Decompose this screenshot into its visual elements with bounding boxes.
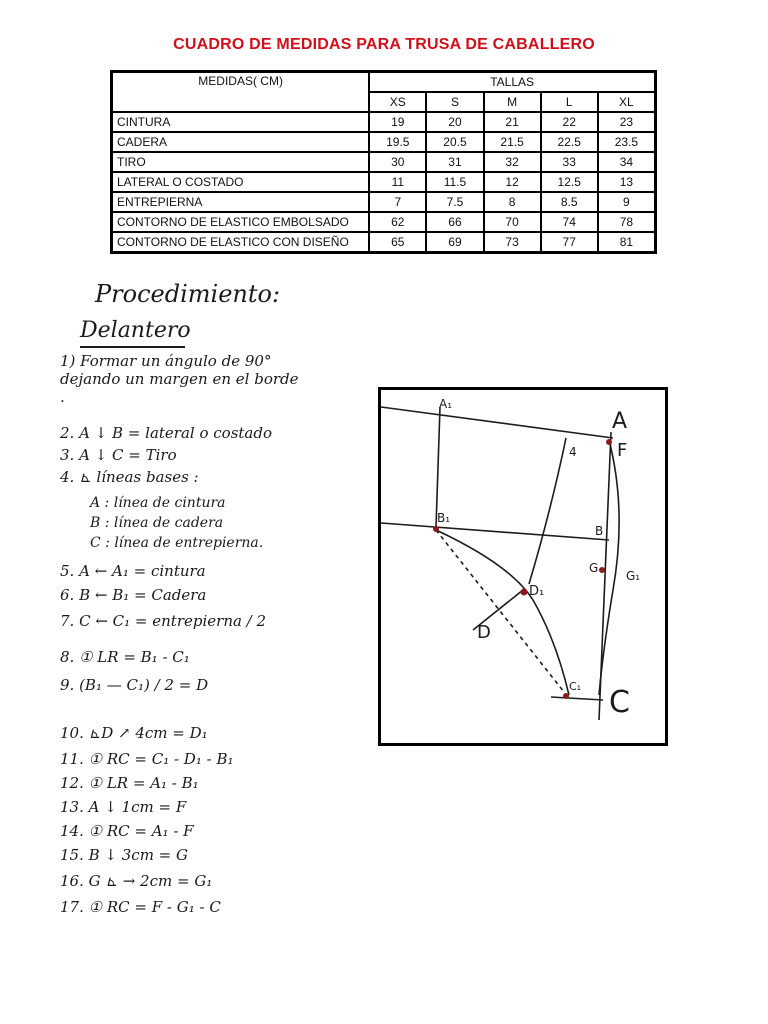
table-row bbox=[112, 212, 656, 232]
size-header: XS bbox=[369, 92, 426, 112]
procedure-step: 13. A ↓ 1cm = F bbox=[60, 798, 187, 816]
size-header: XL bbox=[598, 92, 656, 112]
pattern-diagram-svg bbox=[381, 390, 665, 743]
a1-b1-line bbox=[436, 407, 440, 527]
cell-value: 31 bbox=[426, 152, 483, 172]
row-label: CADERA bbox=[112, 132, 370, 152]
label-b: B bbox=[595, 524, 604, 538]
cell-value: 23 bbox=[598, 112, 656, 132]
c1-mark bbox=[564, 694, 569, 699]
cell-value: 11.5 bbox=[426, 172, 483, 192]
waist-line bbox=[381, 407, 613, 438]
cell-value: 8.5 bbox=[541, 192, 598, 212]
procedure-title: Procedimiento: bbox=[95, 280, 281, 308]
cell-value: 19 bbox=[369, 112, 426, 132]
cell-value: 73 bbox=[484, 232, 541, 253]
label-c1: C₁ bbox=[569, 680, 582, 693]
cell-value: 11 bbox=[369, 172, 426, 192]
b1-mark bbox=[434, 527, 439, 532]
measurements-table bbox=[110, 70, 657, 254]
procedure-substep: A : línea de cintura bbox=[90, 495, 226, 511]
header-sizes-group: TALLAS bbox=[369, 72, 655, 93]
cell-value: 70 bbox=[484, 212, 541, 232]
crotch-curve bbox=[436, 530, 569, 695]
label-a: A bbox=[612, 409, 628, 434]
cell-value: 78 bbox=[598, 212, 656, 232]
section-title: Delantero bbox=[80, 318, 191, 343]
procedure-step: 1) Formar un ángulo de 90° dejando un margen en el borde . bbox=[60, 352, 299, 406]
cell-value: 22 bbox=[541, 112, 598, 132]
row-label: ENTREPIERNA bbox=[112, 192, 370, 212]
cell-value: 12.5 bbox=[541, 172, 598, 192]
cell-value: 7 bbox=[369, 192, 426, 212]
cell-value: 32 bbox=[484, 152, 541, 172]
cell-value: 77 bbox=[541, 232, 598, 253]
procedure-step: 9. (B₁ — C₁) / 2 = D bbox=[60, 676, 209, 694]
procedure-step: 14. ① RC = A₁ - F bbox=[60, 822, 194, 840]
cell-value: 33 bbox=[541, 152, 598, 172]
page-title: CUADRO DE MEDIDAS PARA TRUSA DE CABALLERO bbox=[173, 36, 595, 53]
label-d1: D₁ bbox=[529, 584, 545, 599]
label-d: D bbox=[477, 622, 491, 643]
g1-mark bbox=[600, 568, 605, 573]
dashed-guide-line bbox=[436, 530, 564, 692]
table-row bbox=[112, 172, 656, 192]
procedure-substep: C : línea de entrepierna. bbox=[90, 535, 264, 551]
procedure-step: 16. G ⊾ → 2cm = G₁ bbox=[60, 872, 213, 890]
cell-value: 74 bbox=[541, 212, 598, 232]
d1-mark bbox=[521, 589, 527, 595]
procedure-step: 5. A ← A₁ = cintura bbox=[60, 562, 206, 580]
cell-value: 13 bbox=[598, 172, 656, 192]
cell-value: 21 bbox=[484, 112, 541, 132]
label-f: F bbox=[617, 440, 628, 461]
cell-value: 81 bbox=[598, 232, 656, 253]
cell-value: 30 bbox=[369, 152, 426, 172]
label-c: C bbox=[609, 685, 630, 720]
row-label: CONTORNO DE ELASTICO CON DISEÑO bbox=[112, 232, 370, 253]
procedure-step: 7. C ← C₁ = entrepierna / 2 bbox=[60, 612, 267, 630]
cell-value: 65 bbox=[369, 232, 426, 253]
label-a1: A₁ bbox=[439, 397, 453, 411]
table-row bbox=[112, 192, 656, 212]
header-measures: MEDIDAS( CM) bbox=[112, 72, 370, 113]
procedure-step: 15. B ↓ 3cm = G bbox=[60, 846, 189, 864]
table-row bbox=[112, 152, 656, 172]
cell-value: 62 bbox=[369, 212, 426, 232]
procedure-step: 4. ⊾ líneas bases : bbox=[60, 468, 199, 486]
pattern-diagram bbox=[378, 387, 668, 746]
procedure-step: 11. ① RC = C₁ - D₁ - B₁ bbox=[60, 750, 234, 768]
crotch-line bbox=[551, 697, 603, 700]
label-g: G bbox=[589, 561, 599, 575]
procedure-step: 17. ① RC = F - G₁ - C bbox=[60, 898, 221, 916]
label-g1: G₁ bbox=[626, 569, 641, 583]
cell-value: 21.5 bbox=[484, 132, 541, 152]
section-underline bbox=[80, 346, 185, 348]
procedure-step: 10. ⊾D ↗ 4cm = D₁ bbox=[60, 724, 208, 742]
cell-value: 22.5 bbox=[541, 132, 598, 152]
cell-value: 8 bbox=[484, 192, 541, 212]
procedure-step: 8. ① LR = B₁ - C₁ bbox=[60, 648, 190, 666]
cell-value: 20 bbox=[426, 112, 483, 132]
procedure-step: 6. B ← B₁ = Cadera bbox=[60, 586, 207, 604]
cell-value: 20.5 bbox=[426, 132, 483, 152]
cell-value: 34 bbox=[598, 152, 656, 172]
table-header-row bbox=[112, 72, 656, 93]
procedure-substep: B : línea de cadera bbox=[90, 515, 224, 531]
size-header: M bbox=[484, 92, 541, 112]
cell-value: 66 bbox=[426, 212, 483, 232]
cell-value: 9 bbox=[598, 192, 656, 212]
size-header: L bbox=[541, 92, 598, 112]
size-header: S bbox=[426, 92, 483, 112]
front-rise-line bbox=[529, 438, 566, 584]
cell-value: 23.5 bbox=[598, 132, 656, 152]
row-label: CONTORNO DE ELASTICO EMBOLSADO bbox=[112, 212, 370, 232]
cell-value: 7.5 bbox=[426, 192, 483, 212]
row-label: LATERAL O COSTADO bbox=[112, 172, 370, 192]
procedure-step: 12. ① LR = A₁ - B₁ bbox=[60, 774, 199, 792]
procedure-step: 2. A ↓ B = lateral o costado bbox=[60, 424, 272, 442]
table-row bbox=[112, 132, 656, 152]
f-mark bbox=[607, 440, 612, 445]
procedure-step: 3. A ↓ C = Tiro bbox=[60, 446, 177, 464]
label-4: 4 bbox=[569, 445, 577, 459]
cell-value: 69 bbox=[426, 232, 483, 253]
table-row bbox=[112, 112, 656, 132]
label-b1: B₁ bbox=[437, 511, 451, 525]
row-label: TIRO bbox=[112, 152, 370, 172]
cell-value: 12 bbox=[484, 172, 541, 192]
cell-value: 19.5 bbox=[369, 132, 426, 152]
hip-line bbox=[381, 523, 609, 540]
row-label: CINTURA bbox=[112, 112, 370, 132]
table-row bbox=[112, 232, 656, 253]
